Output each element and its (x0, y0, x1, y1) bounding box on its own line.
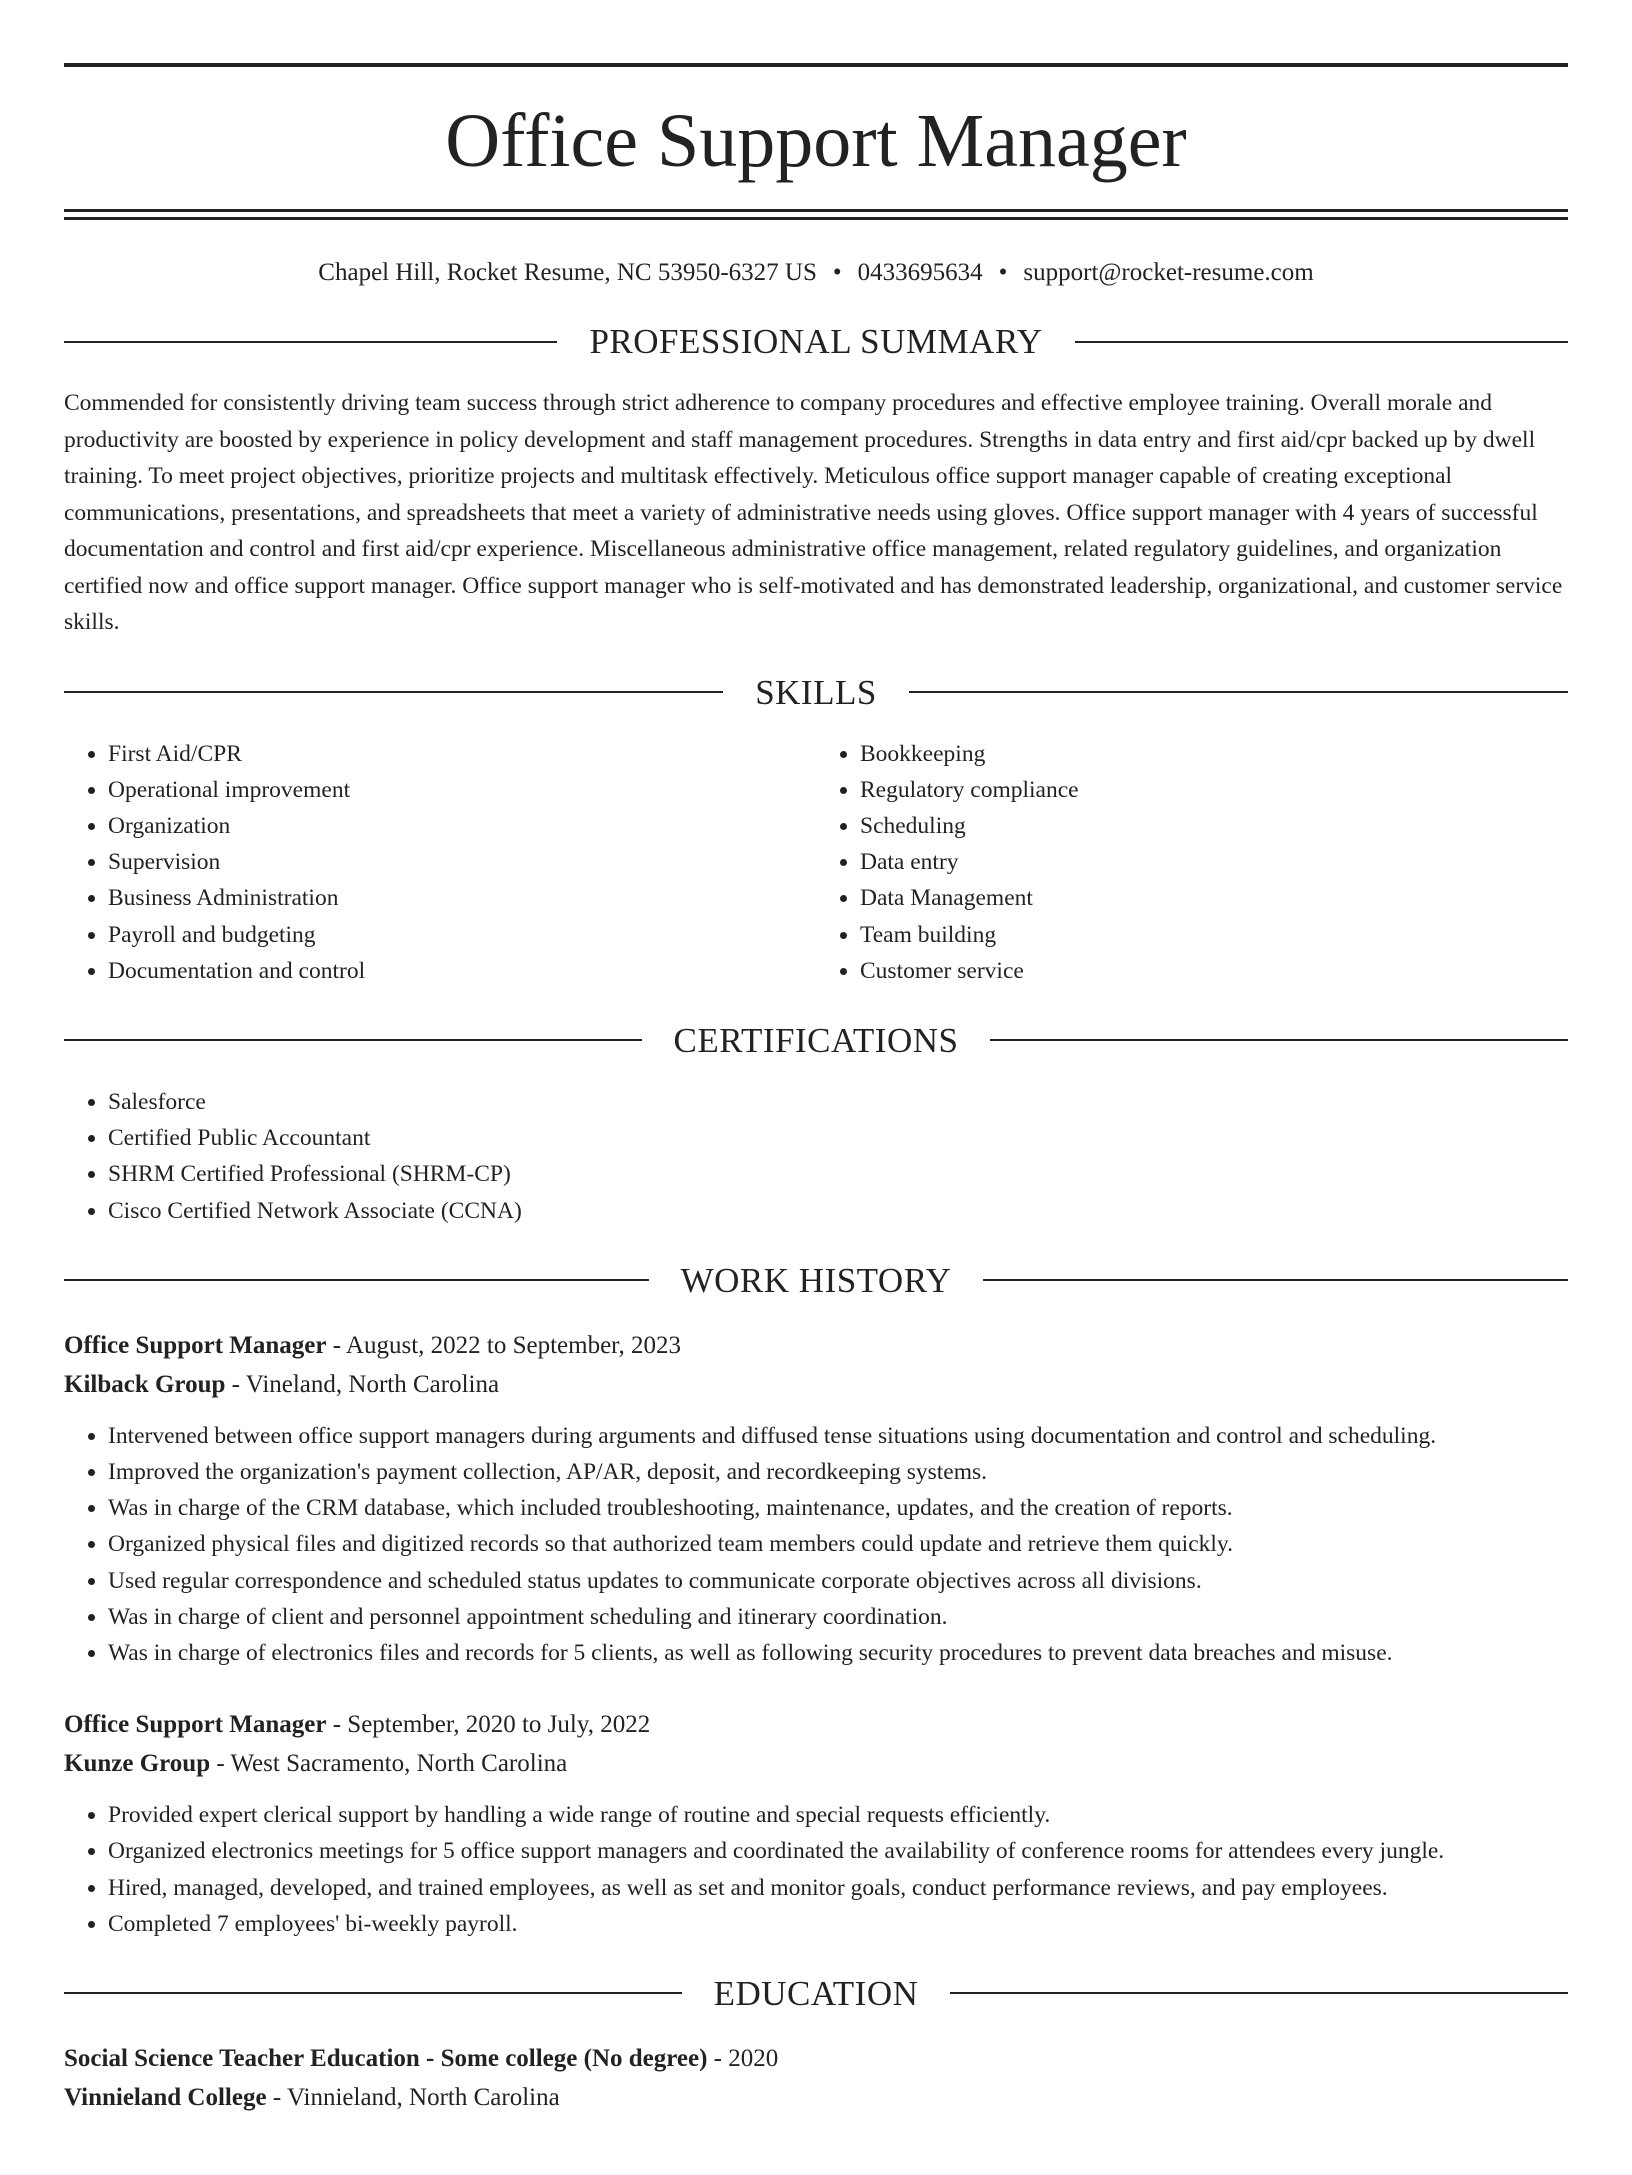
section-title: EDUCATION (713, 1973, 919, 2013)
education-school-line (64, 2078, 1568, 2117)
section-heading-certifications (64, 1020, 1568, 1060)
contact-line (64, 258, 1568, 288)
section-heading-work-history (64, 1260, 1568, 1300)
job-entry (64, 1326, 1568, 1671)
skill-item: • Documentation and control (108, 953, 816, 989)
section-title: PROFESSIONAL SUMMARY (589, 322, 1043, 361)
double-rule (64, 209, 1568, 220)
job-entry (64, 1705, 1568, 1942)
job-bullet: • Organized electronics meetings for 5 office support managers and coordinated the availability of conference rooms for attendees every jungle. (108, 1833, 1568, 1869)
skill-item: • Data Management (860, 880, 1568, 916)
job-bullets (64, 1797, 1568, 1942)
job-title: Office Support Manager (64, 1711, 327, 1739)
skill-item: • Business Administration (108, 880, 816, 916)
education-school: Vinnieland College (64, 2083, 267, 2111)
section-title: SKILLS (755, 672, 877, 712)
contact-email[interactable]: support@rocket-resume.com (1023, 259, 1314, 286)
contact-phone: 0433695634 (857, 259, 983, 286)
skill-item: • Customer service (860, 953, 1568, 989)
certification-item: • Cisco Certified Network Associate (CCNA) (108, 1193, 1568, 1229)
contact-separator: • (832, 259, 842, 286)
skill-item: • Organization (108, 808, 816, 844)
candidate-name: Office Support Manager (445, 99, 1187, 183)
job-company: Kilback Group (64, 1370, 226, 1398)
heading-rule (64, 1039, 642, 1041)
job-bullet: • Completed 7 employees' bi-weekly payroll. (108, 1906, 1568, 1942)
education-entry (64, 2039, 1568, 2117)
job-bullet: • Intervened between office support managers during arguments and diffused tense situations using documentation and control and scheduling. (108, 1418, 1568, 1454)
job-bullet: • Improved the organization's payment collection, AP/AR, deposit, and recordkeeping systems. (108, 1454, 1568, 1490)
job-bullet: • Used regular correspondence and scheduled status updates to communicate corporate objectives across all divisions. (108, 1563, 1568, 1599)
section-heading-summary (64, 324, 1568, 359)
section-title: CERTIFICATIONS (673, 1020, 959, 1060)
heading-rule (909, 691, 1568, 693)
skill-item: • Scheduling (860, 808, 1568, 844)
job-title-line (64, 1326, 1568, 1365)
skill-item: • Data entry (860, 844, 1568, 880)
heading-rule (64, 1279, 649, 1281)
skill-item: • Operational improvement (108, 772, 816, 808)
skills-column-right (816, 736, 1568, 989)
section-title: WORK HISTORY (680, 1260, 952, 1300)
job-location: - West Sacramento, North Carolina (210, 1750, 568, 1778)
job-dates: - August, 2022 to September, 2023 (326, 1331, 681, 1359)
job-company: Kunze Group (64, 1750, 211, 1778)
resume-page (0, 63, 1632, 2175)
contact-address: Chapel Hill, Rocket Resume, NC 53950-6327 US (318, 259, 817, 286)
skills-list (64, 736, 1568, 989)
certification-item: • Salesforce (108, 1084, 1568, 1120)
education-degree-line (64, 2039, 1568, 2078)
job-company-line (64, 1365, 1568, 1404)
job-bullets (64, 1418, 1568, 1671)
job-bullet: • Organized physical files and digitized records so that authorized team members could update and retrieve them quickly. (108, 1526, 1568, 1562)
job-bullet: • Was in charge of electronics files and records for 5 clients, as well as following security procedures to prevent data breaches and misuse. (108, 1635, 1568, 1671)
certification-item: • SHRM Certified Professional (SHRM-CP) (108, 1156, 1568, 1192)
education-location: - Vinnieland, North Carolina (266, 2083, 560, 2111)
skill-item: • Supervision (108, 844, 816, 880)
certifications-list (64, 1084, 1568, 1229)
job-bullet: • Hired, managed, developed, and trained employees, as well as set and monitor goals, conduct performance reviews, and pay employees. (108, 1870, 1568, 1906)
skill-item: • First Aid/CPR (108, 736, 816, 772)
contact-separator: • (998, 259, 1008, 286)
professional-summary-text: Commended for consistently driving team success through strict adherence to company procedures and effective employee training. Overall morale and productivity are boosted by experience in policy development and staff management procedures. Strengths in data entry and first aid/cpr backed up by dwell training. To meet project objectives, prioritize projects and multitask effectively. Meticulous office support manager capable of creating exceptional communications, presentations, and spreadsheets that meet a variety of administrative needs using gloves. Office support manager with 4 years of successful documentation and control and first aid/cpr experience. Miscellaneous administrative office management, related regulatory guidelines, and organization certified now and office support manager. Office support manager who is self-motivated and has demonstrated leadership, organizational, and customer service skills. (64, 390, 1563, 635)
section-heading-education (64, 1973, 1568, 2013)
job-bullet: • Was in charge of client and personnel appointment scheduling and itinerary coordination. (108, 1599, 1568, 1635)
skill-item: • Payroll and budgeting (108, 917, 816, 953)
education-degree: Social Science Teacher Education - Some college (No degree) (64, 2044, 708, 2072)
certification-item: • Certified Public Accountant (108, 1120, 1568, 1156)
job-company-line (64, 1744, 1568, 1783)
job-location: - Vineland, North Carolina (225, 1370, 500, 1398)
heading-rule (64, 1992, 682, 1994)
job-bullet: • Was in charge of the CRM database, which included troubleshooting, maintenance, updates, and the creation of reports. (108, 1490, 1568, 1526)
job-title: Office Support Manager (64, 1331, 327, 1359)
skill-item: • Bookkeeping (860, 736, 1568, 772)
heading-rule (990, 1039, 1568, 1041)
job-bullet: • Provided expert clerical support by handling a wide range of routine and special requests efficiently. (108, 1797, 1568, 1833)
skills-column-left (64, 736, 816, 989)
heading-rule (64, 691, 723, 693)
heading-rule (983, 1279, 1568, 1281)
job-dates: - September, 2020 to July, 2022 (326, 1711, 651, 1739)
education-year: - 2020 (707, 2044, 779, 2072)
skill-item: • Regulatory compliance (860, 772, 1568, 808)
heading-rule (950, 1992, 1568, 1994)
job-title-line (64, 1705, 1568, 1744)
heading-rule (1075, 341, 1568, 343)
section-heading-skills (64, 672, 1568, 712)
skill-item: • Team building (860, 917, 1568, 953)
heading-rule (64, 341, 557, 343)
